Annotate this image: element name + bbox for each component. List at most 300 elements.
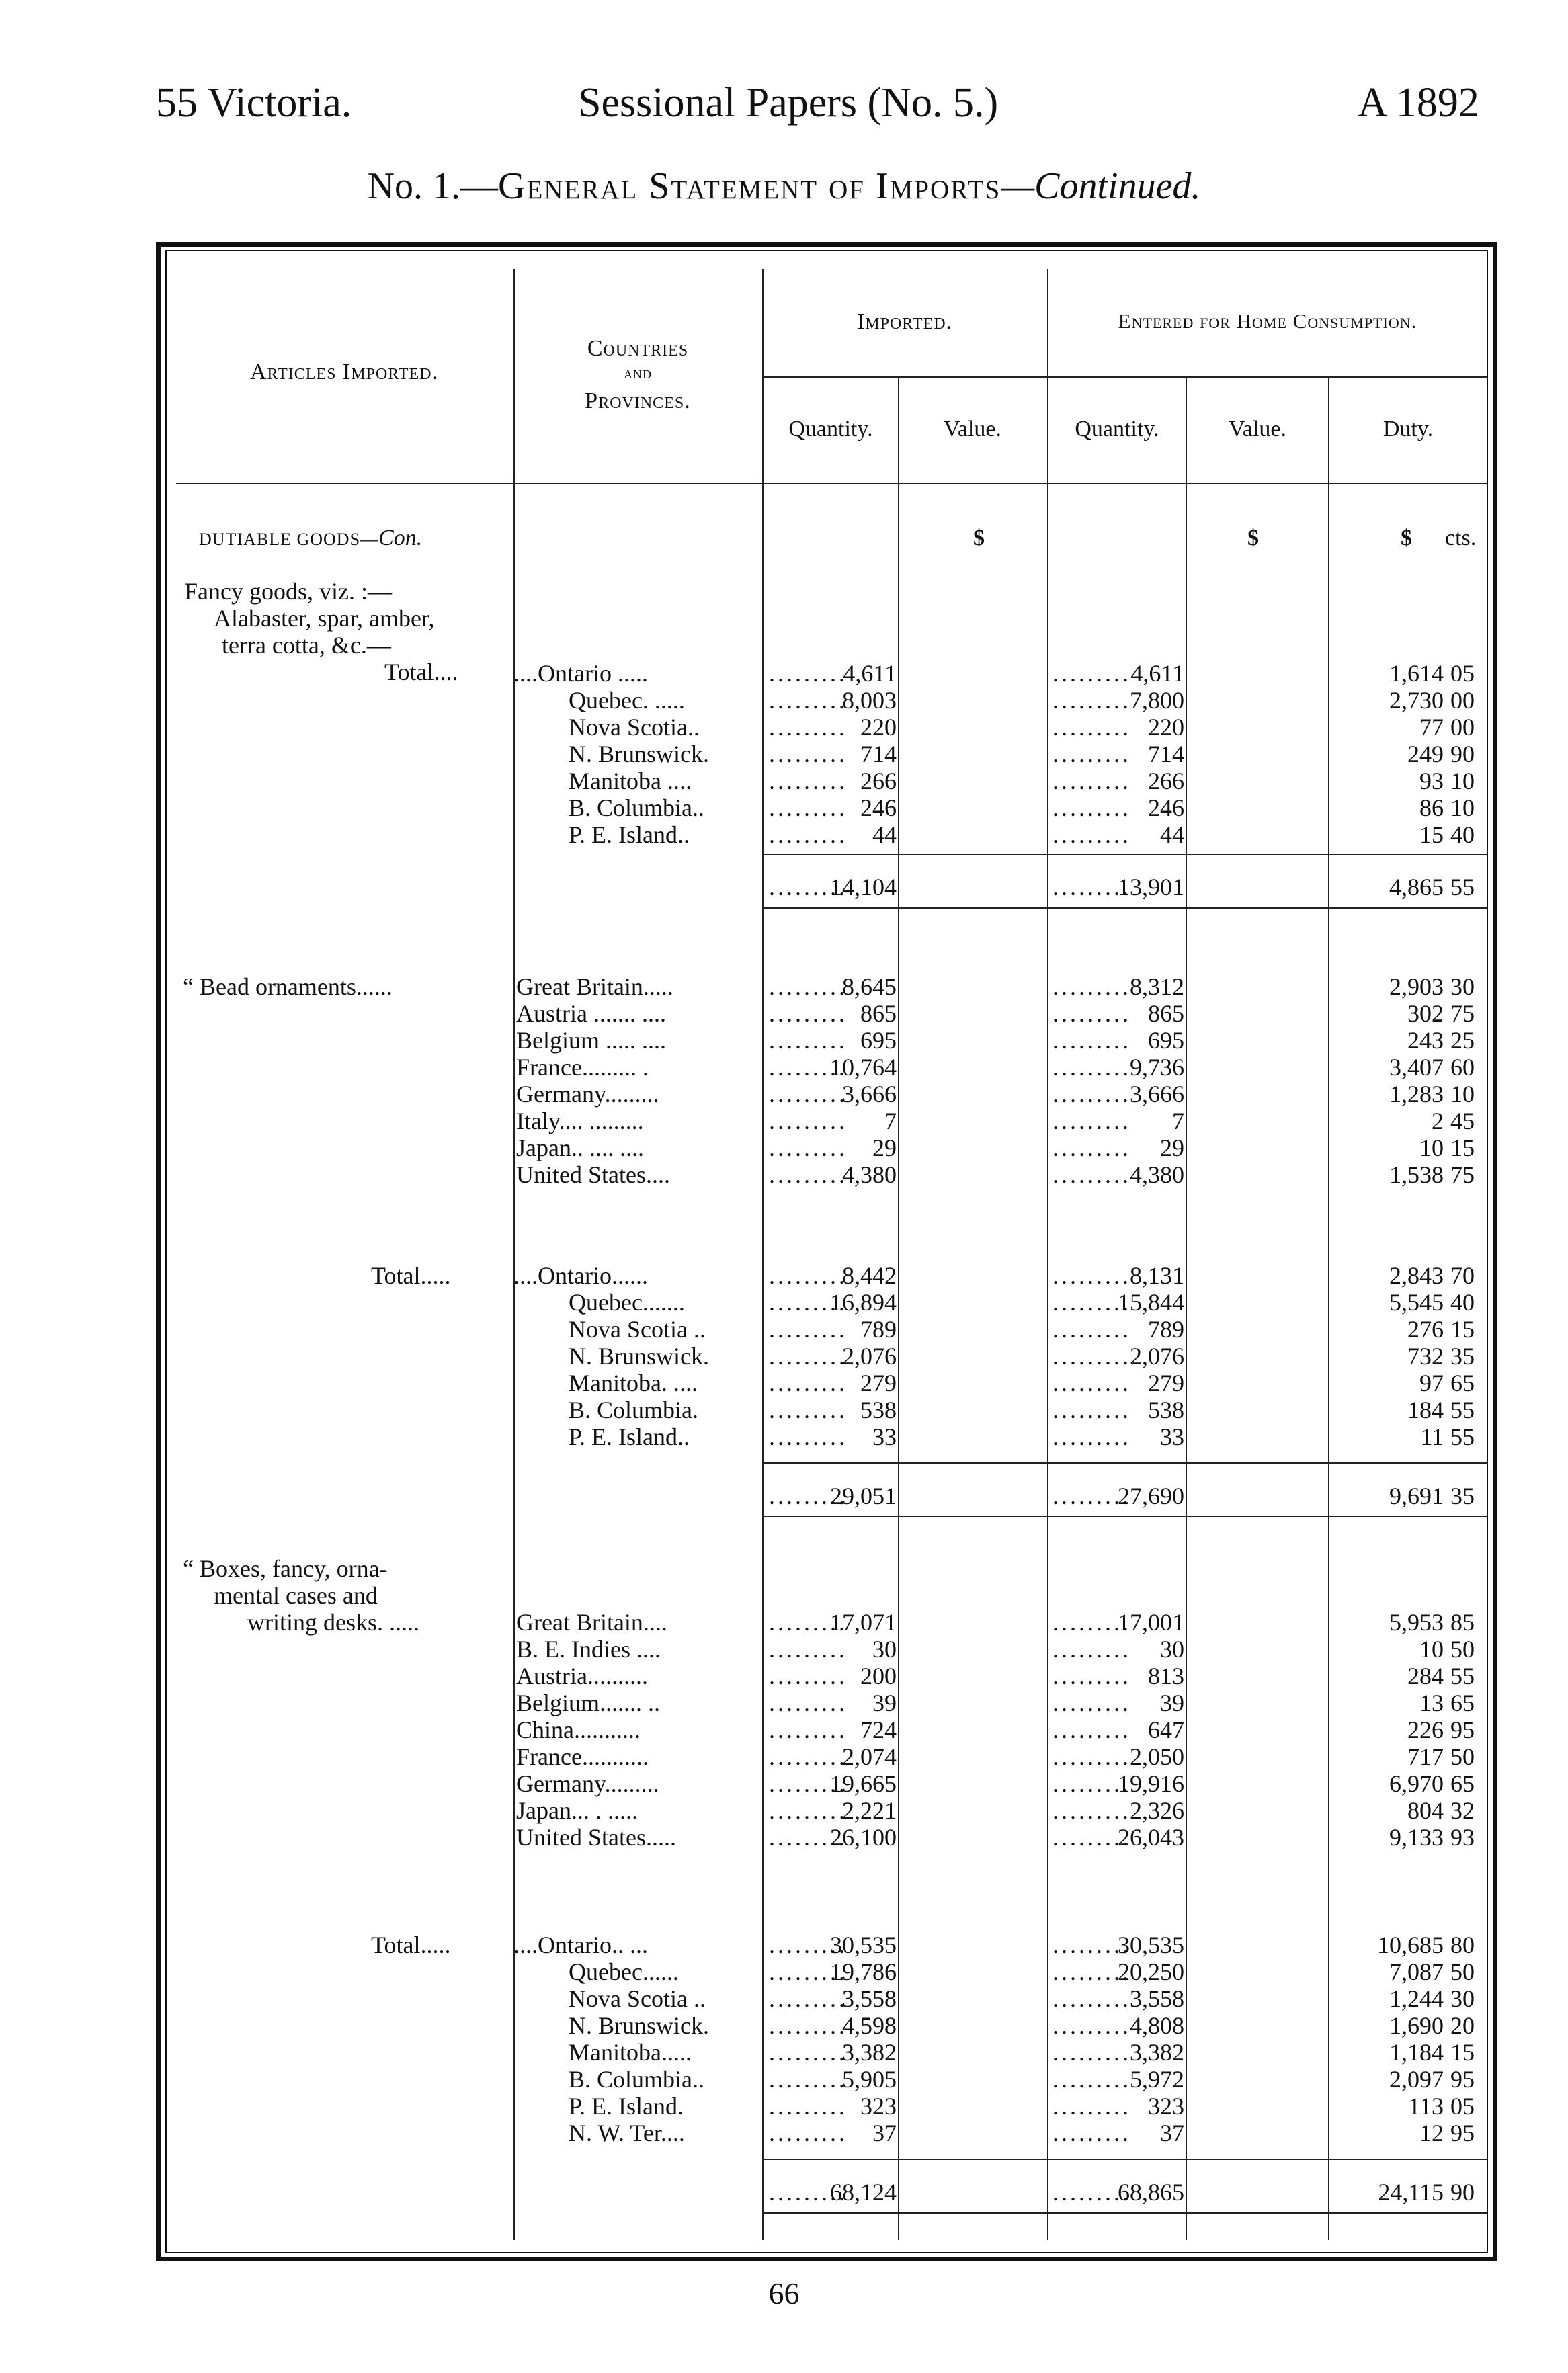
home-value: 714: [1148, 741, 1184, 767]
duty-dollars: 1,538: [1389, 1161, 1444, 1188]
total-quantity-leader: .........: [769, 2179, 848, 2206]
duty-dollars: 1,614: [1389, 660, 1444, 687]
imported-value: 4,598: [842, 2012, 897, 2039]
home-value: 33: [1160, 1423, 1184, 1450]
quantity-leader: .........: [769, 794, 848, 821]
home-quantity-leader: .........: [1053, 687, 1131, 714]
article-label: Total.....: [371, 1262, 451, 1289]
duty-dollars: 226: [1407, 1716, 1444, 1743]
country-name: Germany.........: [516, 1770, 659, 1797]
country-name: Austria ....... ....: [516, 1000, 666, 1027]
country-name: United States.....: [516, 1824, 676, 1851]
total-imported-value: 68,124: [830, 2179, 897, 2206]
col-quantity: Quantity.: [788, 417, 873, 442]
home-value: 30,535: [1118, 1931, 1184, 1958]
home-quantity-leader: .........: [1053, 973, 1131, 1000]
imported-value: 10,764: [830, 1054, 897, 1081]
quantity-leader: .........: [769, 1770, 848, 1797]
duty-cents: 90: [1450, 741, 1475, 767]
duty-cents: 35: [1450, 1343, 1475, 1370]
home-quantity-leader: .........: [1053, 794, 1131, 821]
imported-value: 695: [860, 1027, 897, 1054]
header-right: A 1892: [1358, 80, 1479, 126]
duty-dollars: 10: [1419, 1134, 1444, 1161]
duty-cents: 15: [1450, 1134, 1475, 1161]
country-name: ....Ontario .....: [513, 660, 648, 687]
home-quantity-leader: .........: [1053, 1716, 1131, 1743]
home-value: 7: [1172, 1108, 1184, 1134]
duty-cents: 80: [1450, 1931, 1475, 1958]
duty-cents: 50: [1450, 1743, 1475, 1770]
country-name: Germany.........: [516, 1081, 659, 1108]
country-name: Quebec.......: [569, 1289, 685, 1316]
duty-dollars: 97: [1419, 1370, 1444, 1397]
country-name: P. E. Island..: [569, 1423, 690, 1450]
section-label-con: Con.: [378, 526, 423, 550]
quantity-leader: .........: [769, 1797, 848, 1824]
unit-duty-dollars: $: [1401, 526, 1412, 550]
home-value: 3,558: [1130, 1985, 1184, 2012]
home-value: 20,250: [1118, 1958, 1184, 1985]
home-quantity-leader: .........: [1053, 1985, 1131, 2012]
quantity-leader: .........: [769, 1161, 848, 1188]
duty-cents: 95: [1450, 2120, 1475, 2147]
home-value: 813: [1148, 1663, 1184, 1690]
duty-dollars: 86: [1419, 794, 1444, 821]
duty-cents: 15: [1450, 2039, 1475, 2066]
duty-dollars: 93: [1419, 767, 1444, 794]
duty-cents: 10: [1450, 767, 1475, 794]
col-countries-1: Countries: [587, 336, 689, 361]
duty-dollars: 2,730: [1389, 687, 1444, 714]
header-left: 55 Victoria.: [156, 80, 352, 126]
home-value: 17,001: [1118, 1609, 1184, 1636]
country-name: N. W. Ter....: [569, 2120, 685, 2147]
imported-value: 17,071: [830, 1609, 897, 1636]
country-name: Quebec. .....: [569, 687, 685, 714]
country-name: Quebec......: [569, 1958, 679, 1985]
quantity-leader: .........: [769, 1081, 848, 1108]
quantity-leader: .........: [769, 2093, 848, 2120]
home-value: 789: [1148, 1316, 1184, 1343]
imported-value: 37: [872, 2120, 897, 2147]
country-name: Great Britain....: [516, 1609, 667, 1636]
duty-cents: 75: [1450, 1161, 1475, 1188]
country-name: Nova Scotia ..: [569, 1985, 706, 2012]
duty-dollars: 2,097: [1389, 2066, 1444, 2093]
home-quantity-leader: .........: [1053, 660, 1131, 687]
article-label: “ Bead ornaments......: [183, 973, 393, 1000]
duty-dollars: 11: [1420, 1423, 1444, 1450]
imported-value: 2,076: [842, 1343, 897, 1370]
article-label: Fancy goods, viz. :—: [184, 578, 392, 605]
quantity-leader: .........: [769, 1743, 848, 1770]
duty-cents: 25: [1450, 1027, 1475, 1054]
quantity-leader: .........: [769, 741, 848, 767]
quantity-leader: .........: [769, 660, 848, 687]
home-value: 246: [1148, 794, 1184, 821]
home-value: 865: [1148, 1000, 1184, 1027]
home-value: 29: [1160, 1134, 1184, 1161]
home-quantity-leader: .........: [1053, 1161, 1131, 1188]
quantity-leader: .........: [769, 1663, 848, 1690]
page-number: 66: [768, 2276, 800, 2310]
home-quantity-leader: .........: [1053, 1108, 1131, 1134]
home-quantity-leader: .........: [1053, 2012, 1131, 2039]
home-value: 695: [1148, 1027, 1184, 1054]
home-quantity-leader: .........: [1053, 821, 1131, 848]
home-quantity-leader: .........: [1053, 2093, 1131, 2120]
imported-value: 266: [860, 767, 897, 794]
imported-value: 30,535: [830, 1931, 897, 1958]
home-value: 279: [1148, 1370, 1184, 1397]
country-name: Japan.. .... ....: [516, 1134, 644, 1161]
quantity-leader: .........: [769, 2012, 848, 2039]
rule-col-imp-value: [898, 376, 899, 2240]
col-value-home: Value.: [1229, 417, 1286, 442]
quantity-leader: .........: [769, 1985, 848, 2012]
quantity-leader: .........: [769, 1636, 848, 1663]
country-name: N. Brunswick.: [569, 2012, 709, 2039]
home-quantity-leader: .........: [1053, 1054, 1131, 1081]
imported-value: 538: [860, 1397, 897, 1423]
title-prefix: No. 1.—: [367, 165, 499, 207]
total-rule-top: [764, 1462, 1487, 1464]
quantity-leader: .........: [769, 973, 848, 1000]
duty-cents: 10: [1450, 794, 1475, 821]
home-value: 323: [1148, 2093, 1184, 2120]
col-countries-3: Provinces.: [585, 388, 691, 413]
quantity-leader: .........: [769, 1054, 848, 1081]
duty-cents: 95: [1450, 1716, 1475, 1743]
home-value: 39: [1160, 1690, 1184, 1716]
imported-value: 8,003: [842, 687, 897, 714]
duty-dollars: 243: [1407, 1027, 1444, 1054]
total-quantity-leader: .........: [769, 1483, 848, 1509]
duty-cents: 95: [1450, 2066, 1475, 2093]
total-rule-top: [764, 854, 1487, 855]
home-value: 4,380: [1130, 1161, 1184, 1188]
total-home-quantity-leader: .........: [1053, 874, 1131, 901]
quantity-leader: .........: [769, 1370, 848, 1397]
article-label: terra cotta, &c.—: [222, 632, 391, 659]
quantity-leader: .........: [769, 2066, 848, 2093]
col-countries-2: and: [624, 363, 652, 382]
duty-cents: 50: [1450, 1636, 1475, 1663]
home-quantity-leader: .........: [1053, 1134, 1131, 1161]
home-quantity-leader: .........: [1053, 1663, 1131, 1690]
home-value: 3,666: [1130, 1081, 1184, 1108]
duty-dollars: 2: [1432, 1108, 1444, 1134]
duty-dollars: 184: [1407, 1397, 1444, 1423]
imported-value: 3,666: [842, 1081, 897, 1108]
home-quantity-leader: .........: [1053, 1343, 1131, 1370]
home-value: 647: [1148, 1716, 1184, 1743]
quantity-leader: .........: [769, 767, 848, 794]
imported-value: 16,894: [830, 1289, 897, 1316]
col-imported: Imported.: [856, 309, 953, 334]
duty-cents: 00: [1450, 687, 1475, 714]
home-quantity-leader: .........: [1053, 2120, 1131, 2147]
duty-cents: 70: [1450, 1262, 1475, 1289]
imported-value: 3,382: [842, 2039, 897, 2066]
imported-value: 29: [872, 1134, 897, 1161]
total-home-value: 13,901: [1118, 874, 1184, 901]
duty-cents: 30: [1450, 1985, 1475, 2012]
home-quantity-leader: .........: [1053, 1636, 1131, 1663]
home-quantity-leader: .........: [1053, 1958, 1131, 1985]
imported-value: 7: [884, 1108, 897, 1134]
country-name: Manitoba.....: [569, 2039, 692, 2066]
duty-cents: 30: [1450, 973, 1475, 1000]
imported-value: 3,558: [842, 1985, 897, 2012]
col-articles: Articles Imported.: [249, 360, 438, 384]
quantity-leader: .........: [769, 1027, 848, 1054]
imported-value: 220: [860, 714, 897, 741]
country-name: N. Brunswick.: [569, 1343, 709, 1370]
country-name: B. Columbia..: [569, 2066, 705, 2093]
duty-dollars: 1,283: [1389, 1081, 1444, 1108]
duty-dollars: 2,843: [1389, 1262, 1444, 1289]
country-name: B. Columbia.: [569, 1397, 699, 1423]
quantity-leader: .........: [769, 1716, 848, 1743]
imported-value: 279: [860, 1370, 897, 1397]
imported-value: 44: [872, 821, 897, 848]
quantity-leader: .........: [769, 1134, 848, 1161]
duty-cents: 40: [1450, 821, 1475, 848]
duty-dollars: 2,903: [1389, 973, 1444, 1000]
total-home-quantity-leader: .........: [1053, 1483, 1131, 1509]
quantity-leader: .........: [769, 821, 848, 848]
duty-cents: 55: [1450, 1397, 1475, 1423]
quantity-leader: .........: [769, 687, 848, 714]
duty-cents: 65: [1450, 1770, 1475, 1797]
country-name: Italy.... .........: [516, 1108, 644, 1134]
home-quantity-leader: .........: [1053, 714, 1131, 741]
quantity-leader: .........: [769, 1423, 848, 1450]
home-value: 2,050: [1130, 1743, 1184, 1770]
duty-dollars: 732: [1407, 1343, 1444, 1370]
page-title: [0, 165, 1568, 208]
duty-cents: 93: [1450, 1824, 1475, 1851]
duty-cents: 65: [1450, 1690, 1475, 1716]
imported-value: 246: [860, 794, 897, 821]
home-quantity-leader: .........: [1053, 1289, 1131, 1316]
total-rule-top: [764, 2159, 1487, 2160]
imported-value: 8,645: [842, 973, 897, 1000]
quantity-leader: .........: [769, 1397, 848, 1423]
article-label: mental cases and: [214, 1582, 378, 1609]
country-name: United States....: [516, 1161, 670, 1188]
country-name: France...........: [516, 1743, 649, 1770]
imported-value: 8,442: [842, 1262, 897, 1289]
home-quantity-leader: .........: [1053, 1931, 1131, 1958]
imported-value: 724: [860, 1716, 897, 1743]
quantity-leader: .........: [769, 1108, 848, 1134]
duty-dollars: 113: [1408, 2093, 1444, 2120]
home-quantity-leader: .........: [1053, 767, 1131, 794]
quantity-leader: .........: [769, 714, 848, 741]
duty-cents: 85: [1450, 1609, 1475, 1636]
unit-duty-cents: cts.: [1445, 526, 1477, 550]
country-name: France......... .: [516, 1054, 649, 1081]
duty-cents: 55: [1450, 1423, 1475, 1450]
home-quantity-leader: .........: [1053, 1316, 1131, 1343]
quantity-leader: .........: [769, 1343, 848, 1370]
home-quantity-leader: .........: [1053, 1027, 1131, 1054]
imported-value: 33: [872, 1423, 897, 1450]
country-name: Nova Scotia ..: [569, 1316, 706, 1343]
quantity-leader: .........: [769, 1316, 848, 1343]
home-value: 9,736: [1130, 1054, 1184, 1081]
home-quantity-leader: .........: [1053, 1397, 1131, 1423]
home-quantity-leader: .........: [1053, 741, 1131, 767]
duty-dollars: 77: [1419, 714, 1444, 741]
country-name: Japan... . .....: [516, 1797, 638, 1824]
quantity-leader: .........: [769, 1000, 848, 1027]
country-name: B. Columbia..: [569, 794, 705, 821]
home-quantity-leader: .........: [1053, 1609, 1131, 1636]
country-name: B. E. Indies ....: [516, 1636, 661, 1663]
duty-dollars: 717: [1407, 1743, 1444, 1770]
article-label: Alabaster, spar, amber,: [214, 605, 435, 632]
home-value: 26,043: [1118, 1824, 1184, 1851]
imported-value: 200: [860, 1663, 897, 1690]
country-name: Austria..........: [516, 1663, 648, 1690]
home-quantity-leader: .........: [1053, 1743, 1131, 1770]
home-quantity-leader: .........: [1053, 1824, 1131, 1851]
country-name: China...........: [516, 1716, 641, 1743]
imported-value: 5,905: [842, 2066, 897, 2093]
total-duty-dollars: 24,115: [1378, 2179, 1444, 2206]
title-suffix: —Continued.: [1001, 165, 1201, 207]
imported-value: 30: [872, 1636, 897, 1663]
home-quantity-leader: .........: [1053, 1797, 1131, 1824]
home-value: 3,382: [1130, 2039, 1184, 2066]
rule-header-bottom: [176, 483, 1487, 484]
duty-cents: 50: [1450, 1958, 1475, 1985]
home-quantity-leader: .........: [1053, 1370, 1131, 1397]
home-value: 8,131: [1130, 1262, 1184, 1289]
article-label: “ Boxes, fancy, orna-: [183, 1555, 388, 1582]
duty-cents: 05: [1450, 2093, 1475, 2120]
imported-value: 26,100: [830, 1824, 897, 1851]
country-name: Manitoba ....: [569, 767, 692, 794]
imported-value: 39: [872, 1690, 897, 1716]
duty-dollars: 9,133: [1389, 1824, 1444, 1851]
total-duty-cents: 35: [1450, 1483, 1475, 1509]
total-duty-cents: 90: [1450, 2179, 1475, 2206]
duty-cents: 32: [1450, 1797, 1475, 1824]
home-value: 266: [1148, 767, 1184, 794]
home-value: 8,312: [1130, 973, 1184, 1000]
col-duty: Duty.: [1383, 417, 1434, 442]
quantity-leader: .........: [769, 1289, 848, 1316]
quantity-leader: .........: [769, 1824, 848, 1851]
duty-dollars: 1,184: [1389, 2039, 1444, 2066]
duty-dollars: 13: [1419, 1690, 1444, 1716]
imported-value: 323: [860, 2093, 897, 2120]
imported-value: 865: [860, 1000, 897, 1027]
duty-dollars: 276: [1407, 1316, 1444, 1343]
duty-cents: 75: [1450, 1000, 1475, 1027]
duty-dollars: 1,244: [1389, 1985, 1444, 2012]
total-duty-cents: 55: [1450, 874, 1475, 901]
home-quantity-leader: .........: [1053, 2039, 1131, 2066]
duty-cents: 55: [1450, 1663, 1475, 1690]
duty-dollars: 302: [1407, 1000, 1444, 1027]
col-home-consumption: Entered for Home Consumption.: [1118, 309, 1417, 333]
home-value: 37: [1160, 2120, 1184, 2147]
home-value: 220: [1148, 714, 1184, 741]
home-quantity-leader: .........: [1053, 1690, 1131, 1716]
duty-dollars: 5,953: [1389, 1609, 1444, 1636]
total-rule-bottom: [764, 1516, 1487, 1517]
total-home-quantity-leader: .........: [1053, 2179, 1131, 2206]
duty-cents: 05: [1450, 660, 1475, 687]
col-value: Value.: [944, 417, 1001, 442]
home-value: 19,916: [1118, 1770, 1184, 1797]
country-name: Manitoba. ....: [569, 1370, 698, 1397]
quantity-leader: .........: [769, 1262, 848, 1289]
total-rule-bottom: [764, 907, 1487, 909]
home-value: 2,076: [1130, 1343, 1184, 1370]
duty-dollars: 10,685: [1377, 1931, 1444, 1958]
country-name: Great Britain.....: [516, 973, 673, 1000]
total-home-value: 27,690: [1118, 1483, 1184, 1509]
duty-dollars: 284: [1407, 1663, 1444, 1690]
home-quantity-leader: .........: [1053, 1770, 1131, 1797]
unit-imp-value: $: [973, 526, 985, 550]
imported-value: 2,221: [842, 1797, 897, 1824]
article-label: Total.....: [371, 1931, 451, 1958]
quantity-leader: .........: [769, 2120, 848, 2147]
country-name: ....Ontario.. ...: [513, 1931, 648, 1958]
duty-dollars: 10: [1419, 1636, 1444, 1663]
home-value: 2,326: [1130, 1797, 1184, 1824]
duty-dollars: 3,407: [1389, 1054, 1444, 1081]
country-name: N. Brunswick.: [569, 741, 709, 767]
article-label: writing desks. .....: [247, 1609, 419, 1636]
total-duty-dollars: 9,691: [1389, 1483, 1444, 1509]
total-duty-dollars: 4,865: [1389, 874, 1444, 901]
imported-value: 4,380: [842, 1161, 897, 1188]
section-label: [199, 526, 422, 551]
home-quantity-leader: .........: [1053, 1000, 1131, 1027]
home-value: 4,808: [1130, 2012, 1184, 2039]
home-value: 30: [1160, 1636, 1184, 1663]
section-label-main: DUTIABLE GOODS—: [199, 530, 379, 549]
duty-dollars: 804: [1407, 1797, 1444, 1824]
rule-sub-header: [762, 376, 1487, 378]
duty-cents: 00: [1450, 714, 1475, 741]
home-quantity-leader: .........: [1053, 1262, 1131, 1289]
total-imported-value: 14,104: [830, 874, 897, 901]
duty-dollars: 6,970: [1389, 1770, 1444, 1797]
home-value: 15,844: [1118, 1289, 1184, 1316]
country-name: Belgium....... ..: [516, 1690, 660, 1716]
imported-value: 19,786: [830, 1958, 897, 1985]
imported-value: 714: [860, 741, 897, 767]
header-center: Sessional Papers (No. 5.): [578, 80, 999, 126]
rule-col-home-value: [1186, 376, 1187, 2240]
country-name: Nova Scotia..: [569, 714, 700, 741]
quantity-leader: .........: [769, 2039, 848, 2066]
home-value: 4,611: [1130, 660, 1184, 687]
quantity-leader: .........: [769, 1931, 848, 1958]
home-quantity-leader: .........: [1053, 2066, 1131, 2093]
country-name: ....Ontario......: [513, 1262, 648, 1289]
